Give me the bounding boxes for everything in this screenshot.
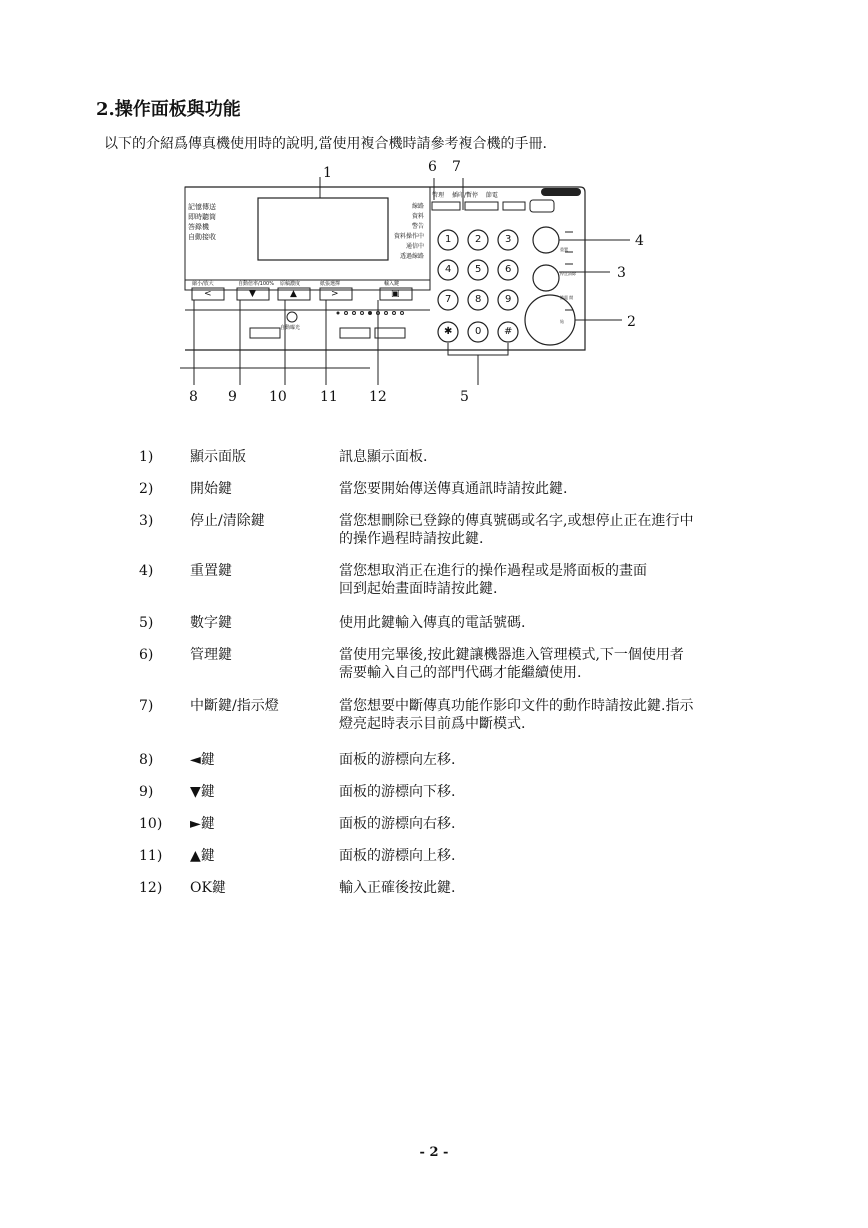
- item-number: 4): [139, 563, 154, 579]
- keypad-key[interactable]: 2: [475, 234, 482, 245]
- right-arrow-key[interactable]: >: [331, 289, 339, 299]
- item-description: 當您想要中斷傳真功能作影印文件的動作時請按此鍵.指示: [339, 698, 694, 714]
- keypad-key[interactable]: #: [504, 326, 513, 337]
- callout-2: 2: [627, 314, 636, 330]
- intro-text: 以下的介紹爲傳真機使用時的說明,當使用複合機時請參考複合機的手冊.: [104, 136, 547, 152]
- soft-key-label: 自動倍率/100%: [238, 281, 274, 287]
- item-number: 9): [139, 784, 154, 800]
- callout-5: 5: [460, 389, 469, 405]
- panel-label: 通信中: [405, 243, 424, 250]
- item-description: 當您想取消正在進行的操作過程或是將面板的畫面: [339, 563, 647, 579]
- panel-label: 資料操作中: [393, 233, 424, 240]
- item-description: 面板的游標向上移.: [339, 848, 456, 864]
- item-description: 需要輸入自己的部門代碼才能繼續使用.: [339, 665, 582, 681]
- panel-label: 透過線路: [399, 253, 424, 260]
- item-number: 11): [139, 848, 163, 864]
- item-description: 輸入正確後按此鍵.: [339, 880, 456, 896]
- control-panel-diagram: [180, 160, 660, 410]
- item-name: 中斷鍵/指示燈: [190, 698, 279, 714]
- item-number: 7): [139, 698, 154, 714]
- panel-label: 記憶傳送: [188, 203, 216, 211]
- panel-label: 自動接收: [188, 233, 216, 241]
- side-label: 節電 開始: [560, 295, 574, 324]
- left-arrow-key[interactable]: <: [204, 289, 212, 299]
- item-number: 2): [139, 481, 154, 497]
- section-title: 2.操作面板與功能: [96, 99, 241, 120]
- keypad-key[interactable]: 3: [505, 234, 512, 245]
- callout-4: 4: [635, 233, 644, 249]
- item-description: 燈亮起時表示目前爲中斷模式.: [339, 716, 526, 732]
- item-number: 12): [139, 880, 163, 896]
- soft-key-label: 原稿濃度: [280, 281, 301, 287]
- item-name: 停止/清除鍵: [190, 513, 265, 529]
- keypad-key[interactable]: 8: [475, 294, 482, 305]
- item-number: 6): [139, 647, 154, 663]
- keypad-key[interactable]: 5: [475, 264, 482, 275]
- item-description: 面板的游標向左移.: [339, 752, 456, 768]
- down-arrow-key[interactable]: ▼: [249, 289, 256, 299]
- item-name: 開始鍵: [190, 481, 232, 497]
- side-label: 停止清除: [560, 271, 576, 276]
- soft-key-label: 紙張選擇: [320, 281, 341, 287]
- side-label: 重置: [560, 247, 568, 252]
- soft-key-label: 輸入鍵: [384, 281, 400, 287]
- keypad-key[interactable]: 6: [505, 264, 512, 275]
- callout-6: 6: [428, 159, 437, 175]
- keypad-key[interactable]: 1: [445, 234, 452, 245]
- callout-3: 3: [617, 265, 626, 281]
- ok-key[interactable]: ▣: [391, 289, 400, 299]
- soft-key-label: 縮小/放大: [192, 281, 214, 287]
- item-number: 3): [139, 513, 154, 529]
- item-description: 面板的游標向右移.: [339, 816, 456, 832]
- panel-label: 即時聽筒: [188, 213, 216, 221]
- keypad-key[interactable]: ✱: [444, 326, 453, 337]
- item-description: 當使用完畢後,按此鍵讓機器進入管理模式,下一個使用者: [339, 647, 684, 663]
- panel-label: 警告: [411, 223, 424, 230]
- panel-label: 資料: [411, 213, 424, 220]
- panel-label: 答錄機: [188, 223, 209, 231]
- callout-9: 9: [228, 389, 237, 405]
- top-button-label: 管理: [432, 192, 445, 199]
- item-description: 的操作過程時請按此鍵.: [339, 531, 484, 547]
- item-description: 使用此鍵輸入傳真的電話號碼.: [339, 615, 526, 631]
- callout-10: 10: [269, 389, 287, 405]
- item-description: 訊息顯示面板.: [339, 449, 428, 465]
- item-name: 管理鍵: [190, 647, 232, 663]
- item-description: 當您想刪除已登錄的傳真號碼或名字,或想停止正在進行中: [339, 513, 694, 529]
- up-arrow-key[interactable]: ▲: [290, 289, 297, 299]
- item-name: 數字鍵: [190, 615, 232, 631]
- item-name: ►鍵: [190, 816, 215, 832]
- item-name: 顯示面版: [190, 449, 246, 465]
- panel-label: 線路: [411, 203, 424, 210]
- keypad-key[interactable]: 9: [505, 294, 512, 305]
- callout-7: 7: [452, 159, 461, 175]
- callout-8: 8: [189, 389, 198, 405]
- item-number: 8): [139, 752, 154, 768]
- keypad-key[interactable]: 0: [475, 326, 482, 337]
- page-number: - 2 -: [419, 1145, 449, 1160]
- item-description: 面板的游標向下移.: [339, 784, 456, 800]
- callout-1: 1: [323, 165, 332, 181]
- item-name: ▲鍵: [190, 848, 215, 864]
- top-button-label: 節電: [485, 192, 498, 199]
- callout-12: 12: [369, 389, 387, 405]
- item-number: 5): [139, 615, 154, 631]
- auto-exposure-label: 自動曝光: [280, 325, 301, 331]
- callout-11: 11: [320, 389, 338, 405]
- item-number: 1): [139, 449, 154, 465]
- item-description: 當您要開始傳送傳真通訊時請按此鍵.: [339, 481, 568, 497]
- item-number: 10): [139, 816, 163, 832]
- item-name: OK鍵: [190, 880, 226, 896]
- item-description: 回到起始畫面時請按此鍵.: [339, 581, 498, 597]
- top-button-label: 插印/暫停: [451, 192, 478, 199]
- item-name: ◄鍵: [190, 752, 215, 768]
- item-name: ▼鍵: [190, 784, 215, 800]
- keypad-key[interactable]: 7: [445, 294, 452, 305]
- item-name: 重置鍵: [190, 563, 232, 579]
- keypad-key[interactable]: 4: [445, 264, 452, 275]
